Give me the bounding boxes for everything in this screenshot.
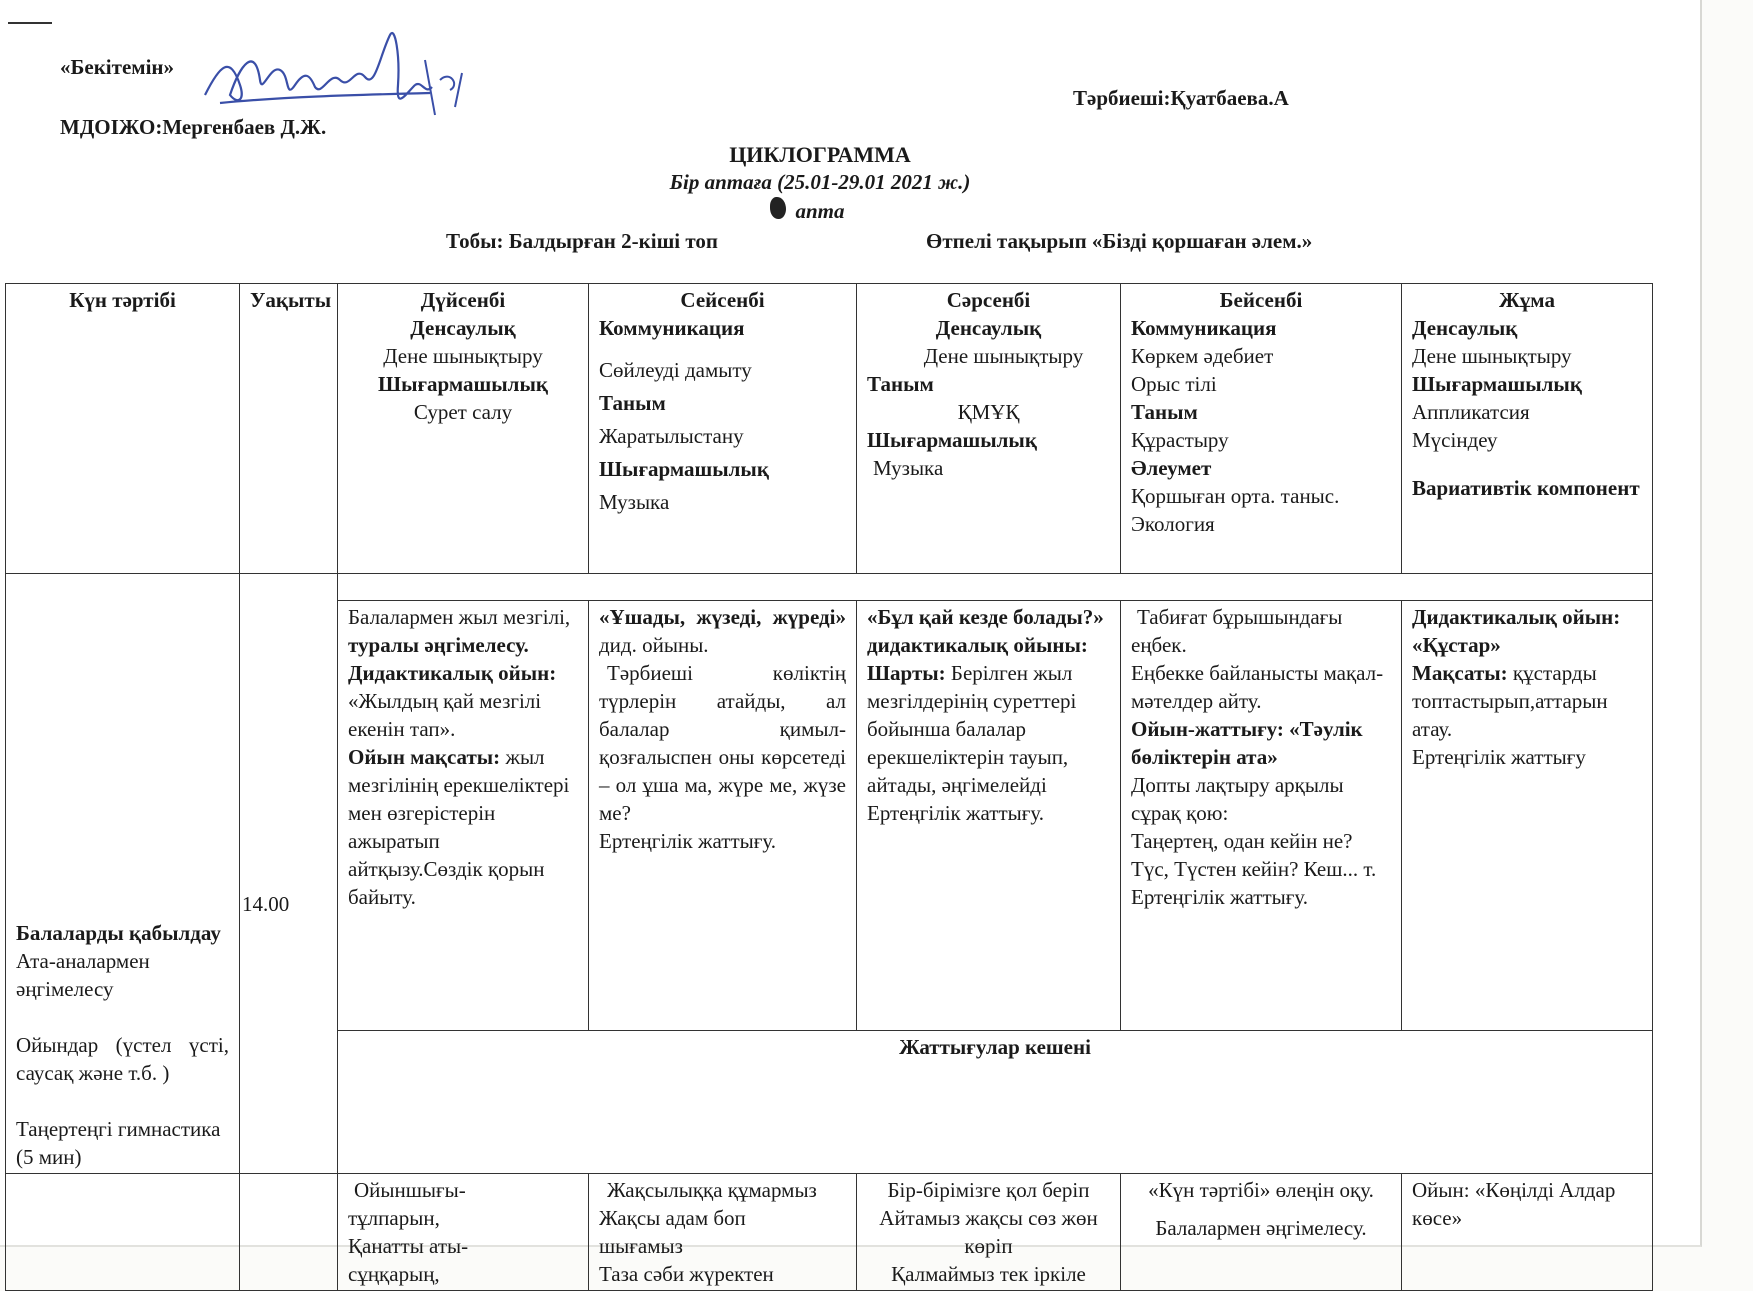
area: Коммуникация bbox=[599, 316, 745, 340]
subject: ҚМҰҚ bbox=[957, 400, 1020, 424]
activity-monday bbox=[338, 601, 589, 1031]
activity-text-bold: «Ұшады, жүзеді, жүреді» bbox=[599, 605, 846, 629]
activity-text-bold: Дидактикалық ойын: «Құстар» bbox=[1412, 605, 1621, 657]
exercise-line: Таза сәби жүректен bbox=[599, 1262, 774, 1286]
activity-text: Допты лақтыру арқылы сұрақ қою: bbox=[1131, 773, 1344, 825]
exercise-line: Айтамыз жақсы сөз жөн bbox=[879, 1206, 1098, 1230]
cyclogram-table bbox=[5, 283, 1653, 1291]
exercise-line: тұлпарын, bbox=[348, 1206, 440, 1230]
exercise-monday bbox=[338, 1174, 589, 1291]
subject: Құрастыру bbox=[1131, 428, 1229, 452]
page-subtitle: Бір аптаға (25.01-29.01 2021 ж.) bbox=[669, 170, 971, 194]
exercise-line: Бір-бірімізге қол беріп bbox=[887, 1178, 1090, 1202]
empty-cell bbox=[240, 1174, 338, 1291]
reception-games: Ойындар (үстел үсті, саусақ және т.б. ) bbox=[16, 1033, 229, 1085]
subject: Жаратылыстану bbox=[599, 424, 744, 448]
activity-thursday bbox=[1121, 601, 1402, 1031]
activity-text-bold: туралы әңгімелесу. bbox=[348, 633, 529, 657]
activity-text: Еңбекке байланысты мақал-мәтелдер айту. bbox=[1131, 661, 1384, 713]
area: Шығармашылық bbox=[867, 428, 1037, 452]
day-header-thursday bbox=[1121, 284, 1402, 574]
group-label: Тобы: Балдырған 2-кіші топ bbox=[446, 229, 719, 253]
activity-text: Ертеңгілік жаттығу. bbox=[1131, 885, 1309, 909]
activity-text: Ертеңгілік жаттығу. bbox=[599, 829, 777, 853]
exercise-line: Жақсылыққа құмармыз bbox=[607, 1178, 817, 1202]
empty-cell bbox=[6, 1174, 240, 1291]
time-header: Уақыты bbox=[240, 284, 338, 574]
spacer-row bbox=[338, 574, 1653, 601]
subject: Көркем әдебиет bbox=[1131, 344, 1274, 368]
activity-text-bold: Мақсаты: bbox=[1412, 661, 1513, 685]
subject: Дене шынықтыру bbox=[383, 344, 543, 368]
activity-text: Тәрбиеші көліктің түрлерін атайды, ал балалар қимыл-қозғалыспен оны көрсетеді – ол ұша ма, жүре ме, жүзе ме? bbox=[599, 661, 846, 825]
reception-parents: Ата-аналармен әңгімелесу bbox=[16, 949, 150, 1001]
subject: Музыка bbox=[873, 456, 944, 480]
area: Вариативтік компонент bbox=[1412, 476, 1640, 500]
reception-cell bbox=[6, 574, 240, 1174]
subject: Сөйлеуді дамыту bbox=[599, 358, 752, 382]
activity-text-bold: Ойын мақсаты: bbox=[348, 745, 506, 769]
activity-text: дид. ойыны. bbox=[599, 633, 709, 657]
activity-wednesday bbox=[857, 601, 1121, 1031]
subject: Қоршыған орта. таныс. bbox=[1131, 484, 1340, 508]
day-name: Жұма bbox=[1499, 288, 1555, 312]
day-header-friday bbox=[1402, 284, 1653, 574]
exercise-line: Ойын: «Көңілді Алдар көсе» bbox=[1412, 1178, 1616, 1230]
time-cell bbox=[240, 574, 338, 1174]
exercise-line: Ойыншығы- bbox=[354, 1178, 466, 1202]
activity-text: жыл мезгілінің ерекшеліктері мен өзгерістерін ажыратып айтқызу.Сөздік қорын байыту. bbox=[348, 745, 570, 909]
activity-text: Табиғат бұрышындағы еңбек. bbox=[1131, 605, 1343, 657]
header-row bbox=[6, 284, 1653, 574]
exercise-line: сұңқарың, bbox=[348, 1262, 440, 1286]
exercise-line: Балалармен әңгімелесу. bbox=[1155, 1216, 1367, 1240]
area: Әлеумет bbox=[1131, 456, 1212, 480]
area: Шығармашылық bbox=[378, 372, 548, 396]
director-label: МДОІЖО:Мергенбаев Д.Ж. bbox=[60, 115, 327, 139]
activity-text-bold: «Бұл қай кезде болады?» дидактикалық ойыны: bbox=[867, 605, 1104, 657]
exercise-line: шығамыз bbox=[599, 1234, 683, 1258]
area: Шығармашылық bbox=[599, 457, 769, 481]
exercise-line: Қалмаймыз тек іркіле bbox=[891, 1262, 1086, 1286]
activity-text-bold: Ойын-жаттығу: «Тәулік бөліктерін ата» bbox=[1131, 717, 1363, 769]
day-header-monday bbox=[338, 284, 589, 574]
reception-title: Балаларды қабылдау bbox=[16, 921, 221, 945]
activity-text-bold: Дидактикалық ойын: bbox=[348, 661, 557, 685]
activity-text: Берілген жыл мезгілдерінің суреттері бойынша балалар ерекшеліктерін тауып, айтады, әңгімелейді bbox=[867, 661, 1077, 797]
subject: Дене шынықтыру bbox=[923, 344, 1084, 368]
reception-row bbox=[6, 574, 1653, 601]
activity-text: құстарды топтастырып,аттарын атау. bbox=[1412, 661, 1608, 741]
schedule-header: Күн тәртібі bbox=[6, 284, 240, 574]
activity-text: Балалармен жыл мезгілі, bbox=[348, 605, 571, 629]
day-header-tuesday bbox=[589, 284, 857, 574]
area: Денсаулық bbox=[935, 316, 1042, 340]
subject: Аппликатсия bbox=[1412, 400, 1530, 424]
area: Денсаулық bbox=[1412, 316, 1518, 340]
activity-text: «Жылдың қай мезгілі екенін тап». bbox=[348, 689, 542, 741]
reception-gym: Таңертеңгі гимнастика (5 мин) bbox=[16, 1117, 221, 1169]
activity-friday bbox=[1402, 601, 1653, 1031]
subject: Сурет салу bbox=[413, 400, 513, 424]
scan-mark bbox=[8, 22, 52, 24]
time-value: 14.00 bbox=[242, 892, 290, 916]
activity-text: Таңертең, одан кейін не? Түс, Түстен кейін? Кеш... т. bbox=[1131, 829, 1377, 881]
subject: Музыка bbox=[599, 490, 670, 514]
day-name: Сәрсенбі bbox=[946, 288, 1031, 312]
page-title: ЦИКЛОГРАММА bbox=[729, 142, 911, 167]
activity-text-bold: Шарты: bbox=[867, 661, 951, 685]
subject: Экология bbox=[1131, 512, 1215, 536]
area: Денсаулық bbox=[410, 316, 516, 340]
week-label: апта bbox=[795, 199, 845, 223]
day-name: Сейсенбі bbox=[680, 288, 765, 312]
activity-text: Ертеңгілік жаттығу. bbox=[867, 801, 1045, 825]
day-header-wednesday bbox=[857, 284, 1121, 574]
topic-label: Өтпелі тақырып «Бізді қоршаған әлем.» bbox=[926, 229, 1313, 253]
exercise-friday bbox=[1402, 1174, 1653, 1291]
exercise-wednesday bbox=[857, 1174, 1121, 1291]
approve-label: «Бекітемін» bbox=[60, 55, 175, 79]
area: Таным bbox=[599, 391, 666, 415]
day-name: Дүйсенбі bbox=[420, 288, 506, 312]
subject: Орыс тілі bbox=[1131, 372, 1217, 396]
exercise-header: Жаттығулар кешені bbox=[338, 1031, 1653, 1174]
teacher-label: Тәрбиеші:Қуатбаева.А bbox=[1073, 86, 1289, 110]
subject: Дене шынықтыру bbox=[1412, 344, 1572, 368]
exercise-row bbox=[6, 1174, 1653, 1291]
activity-text: Ертеңгілік жаттығу bbox=[1412, 745, 1586, 769]
exercise-line: «Күн тәртібі» өлеңін оқу. bbox=[1148, 1178, 1374, 1202]
area: Шығармашылық bbox=[1412, 372, 1582, 396]
exercise-thursday bbox=[1121, 1174, 1402, 1291]
exercise-line: көріп bbox=[964, 1234, 1013, 1258]
exercise-tuesday bbox=[589, 1174, 857, 1291]
day-name: Бейсенбі bbox=[1219, 288, 1303, 312]
area: Таным bbox=[1131, 400, 1198, 424]
exercise-line: Қанатты аты- bbox=[348, 1234, 469, 1258]
exercise-line: Жақсы адам боп bbox=[599, 1206, 746, 1230]
area: Таным bbox=[867, 372, 934, 396]
activity-tuesday bbox=[589, 601, 857, 1031]
area: Коммуникация bbox=[1131, 316, 1277, 340]
subject: Мүсіндеу bbox=[1412, 428, 1498, 452]
